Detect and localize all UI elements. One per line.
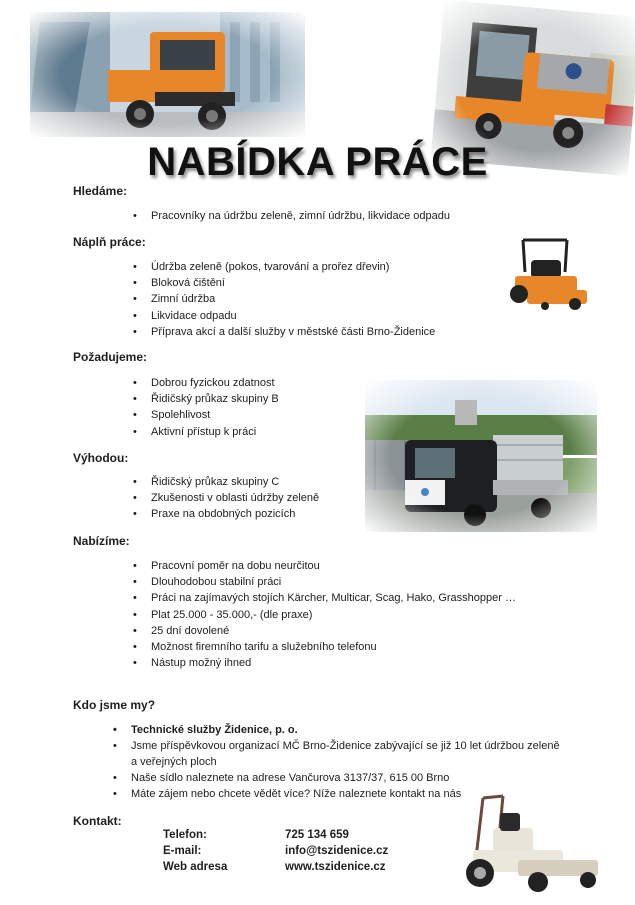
list-hledame	[133, 208, 450, 224]
heading-kontakt: Kontakt:	[73, 814, 122, 828]
web-link[interactable]: www.tszidenice.cz	[285, 861, 386, 873]
list-item: • Spolehlivost	[133, 407, 279, 423]
list-item: • Zimní údržba	[133, 291, 435, 307]
list-item: • Plat 25.000 - 35.000,- (dle praxe)	[133, 607, 516, 623]
list-kdo-jsme-my	[113, 723, 563, 803]
list-item: • Máte zájem nebo chcete vědět více? Níže naleznete kontakt na nás	[113, 787, 563, 803]
list-vyhodou	[133, 474, 319, 523]
list-item: • Pracovníky na údržbu zeleně, zimní údržbu, likvidace odpadu	[133, 208, 450, 224]
web-label: Web adresa	[163, 861, 228, 873]
list-item: • Naše sídlo naleznete na adrese Vančurova 3137/37, 615 00 Brno	[113, 771, 563, 787]
list-item: • Dlouhodobou stabilní práci	[133, 574, 516, 590]
heading-vyhodou: Výhodou:	[73, 451, 129, 465]
list-pozadujeme	[133, 375, 279, 440]
phone-value: 725 134 659	[285, 829, 349, 841]
white-mower-photo	[458, 788, 603, 898]
list-item: • Praxe na obdobných pozicích	[133, 506, 319, 522]
list-item: • Řidičský průkaz skupiny C	[133, 474, 319, 490]
list-item: • Údržba zeleně (pokos, tvarování a prořez dřevin)	[133, 259, 435, 275]
list-item: • Dobrou fyzickou zdatnost	[133, 375, 279, 391]
list-item: • 25 dní dovolené	[133, 623, 516, 639]
list-item: • Řidičský průkaz skupiny B	[133, 391, 279, 407]
heading-hledame: Hledáme:	[73, 184, 128, 198]
list-nabizime	[133, 558, 516, 671]
heading-nabizime: Nabízíme:	[73, 534, 130, 548]
heading-napln-prace: Náplň práce:	[73, 235, 146, 249]
list-item: • Zkušenosti v oblasti údržby zeleně	[133, 490, 319, 506]
email-link[interactable]: info@tszidenice.cz	[285, 845, 389, 857]
email-label: E-mail:	[163, 845, 202, 857]
list-item: • Nástup možný ihned	[133, 655, 516, 671]
heading-pozadujeme: Požadujeme:	[73, 350, 148, 364]
phone-label: Telefon:	[163, 829, 207, 841]
list-item: • Technické služby Židenice, p. o.	[113, 723, 563, 739]
utility-truck-photo	[365, 380, 597, 532]
list-item: • Příprava akcí a další služby v městské části Brno-Židenice	[133, 324, 435, 340]
list-item: • Práci na zajímavých stojích Kärcher, Multicar, Scag, Hako, Grasshopper …	[133, 590, 516, 606]
list-item: • Bloková čištění	[133, 275, 435, 291]
list-item: • Aktivní přístup k práci	[133, 424, 279, 440]
orange-mower-photo	[505, 232, 593, 317]
heading-kdo-jsme-my: Kdo jsme my?	[73, 698, 156, 712]
truck-photo	[30, 12, 305, 137]
list-item: • Možnost firemního tarifu a služebního telefonu	[133, 639, 516, 655]
list-item: • Likvidace odpadu	[133, 308, 435, 324]
list-item: • Pracovní poměr na dobu neurčitou	[133, 558, 516, 574]
list-item: • Jsme příspěvkovou organizací MČ Brno-Židenice zabývající se již 10 let údržbou zeleně a veřejných ploch	[113, 739, 563, 770]
page-title: NABÍDKA PRÁCE	[147, 140, 488, 184]
list-napln-prace	[133, 259, 435, 340]
